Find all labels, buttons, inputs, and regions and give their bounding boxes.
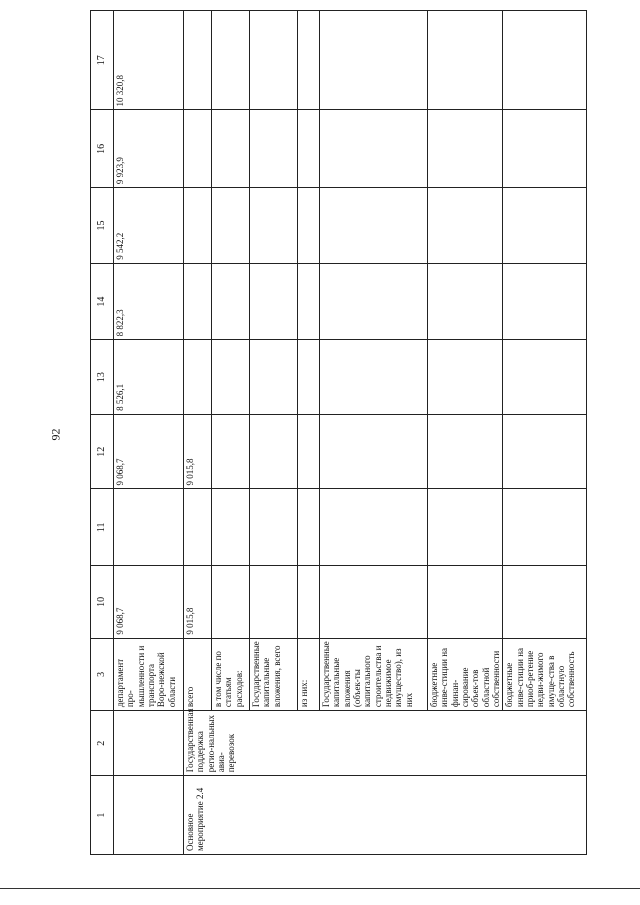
table-cell xyxy=(320,11,428,111)
table-cell xyxy=(320,489,428,566)
table-cell: 9 542,2 xyxy=(114,188,184,264)
table-cell: Государственная поддержка регио-нальных авиа-перевозок xyxy=(184,711,587,776)
table-cell xyxy=(184,11,212,111)
table-cell xyxy=(212,188,250,264)
table-cell xyxy=(298,489,320,566)
table-cell xyxy=(428,340,503,415)
table-cell: 8 822,3 xyxy=(114,263,184,340)
table-cell xyxy=(503,188,587,264)
table-cell: в том числе по статьям расходов: xyxy=(212,638,250,710)
table-cell xyxy=(428,566,503,638)
table-cell xyxy=(298,110,320,188)
header-cell: 11 xyxy=(91,489,114,566)
table-cell xyxy=(114,489,184,566)
table-cell xyxy=(320,188,428,264)
table-cell: 9 923,9 xyxy=(114,110,184,188)
table-cell xyxy=(320,340,428,415)
header-cell: 13 xyxy=(91,340,114,415)
table-cell xyxy=(250,110,298,188)
table-cell xyxy=(184,340,212,415)
table-cell xyxy=(212,110,250,188)
table-cell: Основное мероприятие 2.4 xyxy=(184,776,587,855)
table-cell: 8 526,1 xyxy=(114,340,184,415)
header-cell: 15 xyxy=(91,188,114,264)
table-cell xyxy=(184,110,212,188)
table-cell xyxy=(184,489,212,566)
header-cell: 12 xyxy=(91,414,114,489)
table-cell xyxy=(298,340,320,415)
table-cell: Государственные капитальные вложения, всего xyxy=(250,638,298,710)
header-cell: 17 xyxy=(91,11,114,111)
budget-table xyxy=(90,10,587,855)
table-cell xyxy=(250,263,298,340)
table-cell xyxy=(503,11,587,111)
page-number: 92 xyxy=(48,428,63,441)
header-cell: 10 xyxy=(91,566,114,638)
table-cell xyxy=(250,489,298,566)
table-cell: 9 015,8 xyxy=(184,414,212,489)
table-cell xyxy=(298,263,320,340)
table-cell xyxy=(428,188,503,264)
table-cell xyxy=(250,566,298,638)
table-cell xyxy=(298,414,320,489)
table-cell xyxy=(184,263,212,340)
table-cell xyxy=(428,110,503,188)
table-cell xyxy=(212,566,250,638)
table-cell xyxy=(428,489,503,566)
table-cell: Государственные капитальные вложения (объек-ты капитального строительства и недвижимое имущество), из них xyxy=(320,638,428,710)
table-cell xyxy=(503,566,587,638)
table-cell xyxy=(428,11,503,111)
table-cell xyxy=(212,414,250,489)
table-cell xyxy=(212,11,250,111)
header-cell: 2 xyxy=(91,711,114,776)
table-cell xyxy=(114,776,184,855)
table-cell xyxy=(503,263,587,340)
header-cell: 1 xyxy=(91,776,114,855)
table-cell xyxy=(320,110,428,188)
table-cell: 9 068,7 xyxy=(114,566,184,638)
table-cell: 10 320,8 xyxy=(114,11,184,111)
table-cell xyxy=(250,414,298,489)
table-cell xyxy=(428,263,503,340)
table-cell xyxy=(250,340,298,415)
table-cell xyxy=(250,11,298,111)
table-cell xyxy=(184,188,212,264)
table-row xyxy=(184,11,212,855)
rotated-table-container xyxy=(90,10,580,855)
table-cell xyxy=(503,489,587,566)
table-cell xyxy=(212,340,250,415)
header-cell: 14 xyxy=(91,263,114,340)
table-cell xyxy=(298,566,320,638)
table-cell: департамент про-мышленности и транспорта Воро-нежской области xyxy=(114,638,184,710)
table-cell xyxy=(298,188,320,264)
table-cell: бюджетные инве-стиции на приоб-ретение недви-жимого имуще-ства в областную собственность xyxy=(503,638,587,710)
table-cell: 9 068,7 xyxy=(114,414,184,489)
table-cell: 9 015,8 xyxy=(184,566,212,638)
table-cell xyxy=(503,414,587,489)
table-cell xyxy=(114,711,184,776)
table-cell xyxy=(320,414,428,489)
table-cell xyxy=(250,188,298,264)
table-cell: из них: xyxy=(298,638,320,710)
table-cell xyxy=(320,263,428,340)
header-cell: 16 xyxy=(91,110,114,188)
table-cell xyxy=(320,566,428,638)
table-row xyxy=(114,11,184,855)
table-cell: бюджетные инве-стиции на финан-сирование объек-тов областной собственности xyxy=(428,638,503,710)
table-cell xyxy=(298,11,320,111)
table-cell xyxy=(503,110,587,188)
table-cell xyxy=(212,489,250,566)
header-row xyxy=(91,11,114,855)
table-cell xyxy=(503,340,587,415)
header-cell: 3 xyxy=(91,638,114,710)
bottom-rule xyxy=(0,888,640,889)
table-cell: всего xyxy=(184,638,212,710)
table-cell xyxy=(212,263,250,340)
table-cell xyxy=(428,414,503,489)
